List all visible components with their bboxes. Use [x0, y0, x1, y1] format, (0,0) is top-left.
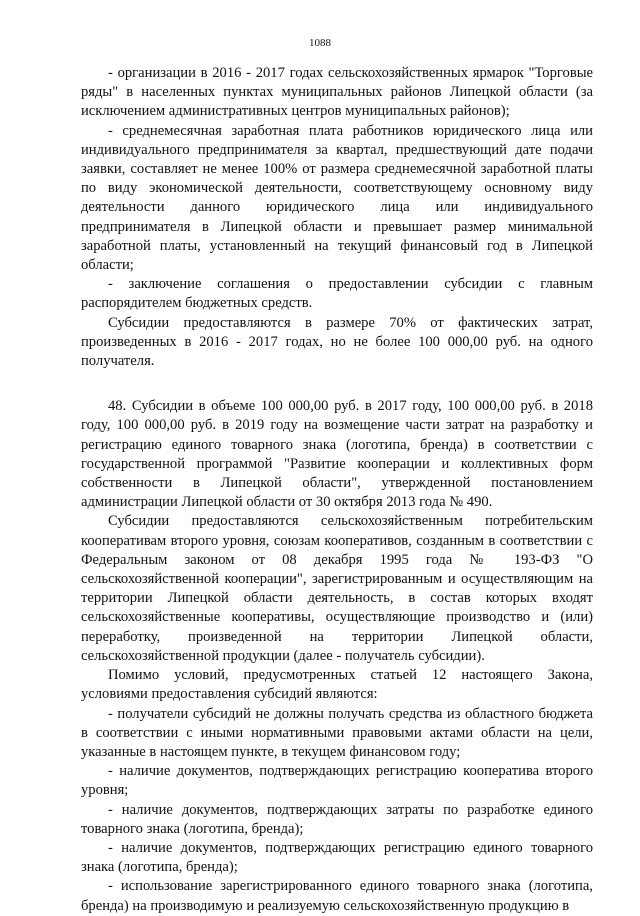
paragraph: - использование зарегистрированного единого товарного знака (логотипа, бренда) на производимую и реализуемую сельскохозяйственную продукцию в	[81, 878, 593, 914]
paragraph: Субсидии предоставляются в размере 70% от фактических затрат, произведенных в 2016 - 2017 годах, но не более 100 000,00 руб. на одного получателя.	[81, 314, 593, 370]
paragraph: Субсидии предоставляются сельскохозяйственным потребительским кооперативам второго уровня, союзам кооперативов, созданным в соответствии с Федеральным законом от 08 декабря 1995 года № 193-ФЗ "О сельскохозяйственной кооперации", зарегистрированным и осуществляющим на территории Липецкой области деятельность, в состав которых входят сельскохозяйственные кооперативы, осуществляющие производство и (или) переработку, произведенной на территории Липецкой области, сельскохозяйственной продукции (далее - получатель субсидии).	[81, 513, 593, 664]
page-number: 1088	[309, 37, 331, 49]
paragraph: - заключение соглашения о предоставлении субсидии с главным распорядителем бюджетных средств.	[81, 276, 593, 312]
paragraph: - получатели субсидий не должны получать средства из областного бюджета в соответствии с иными нормативными правовыми актами области на цели, указанные в настоящем пункте, в текущем финансовом году;	[81, 705, 593, 760]
paragraph: - наличие документов, подтверждающих затраты по разработке единого товарного знака (логотипа, бренда);	[81, 801, 593, 837]
paragraph: 48. Субсидии в объеме 100 000,00 руб. в 2017 году, 100 000,00 руб. в 2018 году, 100 000,00 руб. в 2019 году на возмещение части затрат на разработку и регистрацию единого товарного знака (логотипа, бренда) в соответствии с государственной программой "Развитие кооперации и коллективных форм собственности в Липецкой области", утвержденной постановлением администрации Липецкой области от 30 октября 2013 года № 490.	[81, 398, 593, 511]
paragraph: - среднемесячная заработная плата работников юридического лица или индивидуального предпринимателя за квартал, предшествующий дате подачи заявки, составляет не менее 100% от размера среднемесячной заработной платы по виду экономической деятельности, соответствующему основному виду деятельности данного юридического лица или индивидуального предпринимателя в Липецкой области и превышает размер минимальной заработной платы, установленный на текущий финансовый год в Липецкой области;	[81, 122, 593, 274]
paragraph: Помимо условий, предусмотренных статьей 12 настоящего Закона, условиями предоставления субсидий являются:	[81, 667, 593, 703]
paragraph: - наличие документов, подтверждающих регистрацию единого товарного знака (логотипа, бренда);	[81, 839, 593, 876]
paragraph: - организации в 2016 - 2017 годах сельскохозяйственных ярмарок "Торговые ряды" в населенных пунктах муниципальных районов Липецкой области (за исключением административных центров муниципальных районов);	[81, 65, 593, 120]
paragraph: - наличие документов, подтверждающих регистрацию кооператива второго уровня;	[81, 763, 593, 799]
document-body	[81, 64, 593, 916]
